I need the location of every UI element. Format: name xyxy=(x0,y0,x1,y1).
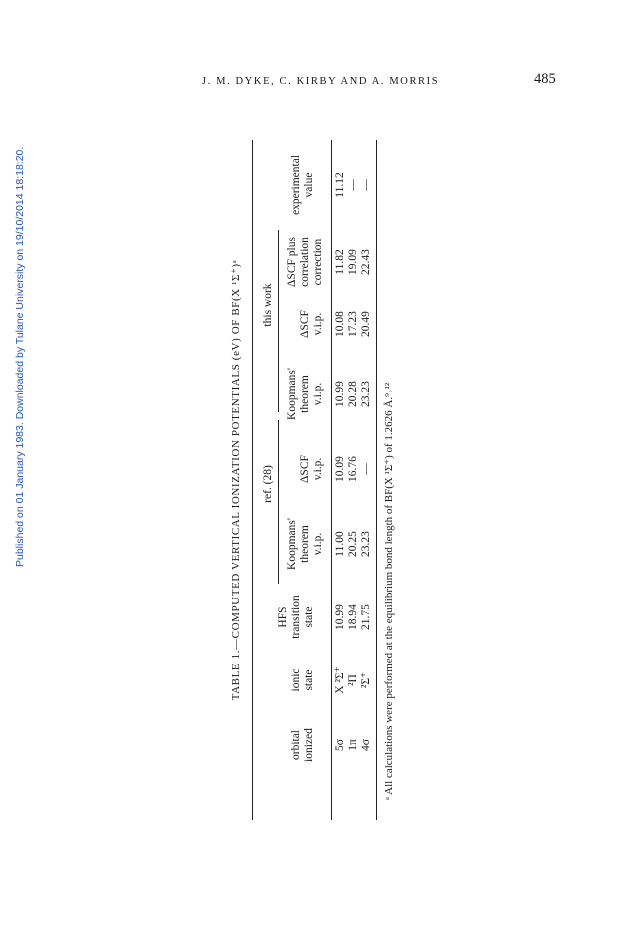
running-head: J. M. DYKE, C. KIRBY AND A. MORRIS xyxy=(202,76,440,87)
group-ref: ref. (28) xyxy=(262,465,274,503)
group-this-rule xyxy=(278,230,279,412)
header-rule xyxy=(331,140,332,820)
group-this-work: this work xyxy=(262,283,274,327)
page-number: 485 xyxy=(534,71,556,87)
hdr-ref-koopmans: Koopmans' theorem v.i.p. xyxy=(286,518,324,570)
bottom-rule xyxy=(376,140,377,820)
hdr-orbital: orbital ionized xyxy=(290,728,315,762)
hdr-this-koopmans: Koopmans' theorem v.i.p. xyxy=(286,368,324,420)
hdr-experimental: experimental value xyxy=(290,154,315,216)
hdr-hfs: HFS transition state xyxy=(277,595,315,639)
hdr-ref-dscf: ΔSCF v.i.p. xyxy=(299,455,324,483)
table-footnote: ᵃ All calculations were performed at the equilibrium bond length of BF(X ¹Σ⁺) of 1.2626 Å.⁹˒¹² xyxy=(383,382,395,800)
hdr-this-dscf: ΔSCF v.i.p. xyxy=(299,310,324,338)
download-watermark: Published on 01 January 1983. Downloaded by Tulane University on 19/10/2014 18:18:20. xyxy=(14,146,26,567)
group-ref-rule xyxy=(278,420,279,584)
hdr-correlation: ΔSCF plus correlation correction xyxy=(286,237,324,287)
rotated-table: TABLE 1.—COMPUTED VERTICAL IONIZATION POTENTIALS (eV) OF BF(X ¹Σ⁺)ᵃ ref. (28) this work orbital ionized ionic state HFS transition state Koopmans' theorem v.i.p. ΔSCF v.i.p. Koopmans' theorem v.i.p. ΔSCF v.i.p. ΔSCF plus correlation correction experimental value 5σ X ²Σ⁺ 10.99 11.00 10.09 10.99 10.08 11.82 11.12 1π ²Π 18.94 20.25 16.76 20.28 17.23 19.09 — 4σ ²Σ⁺ 21.75 23.23 — 23.23 20.49 22.43 — ᵃ All calculations were performed at the equilibrium bond length of BF(X ¹Σ⁺) of 1.2626 Å.⁹˒¹² xyxy=(230,140,400,820)
table-caption: TABLE 1.—COMPUTED VERTICAL IONIZATION POTENTIALS (eV) OF BF(X ¹Σ⁺)ᵃ xyxy=(230,259,242,701)
top-rule xyxy=(252,140,253,820)
hdr-ionic: ionic state xyxy=(290,668,315,692)
